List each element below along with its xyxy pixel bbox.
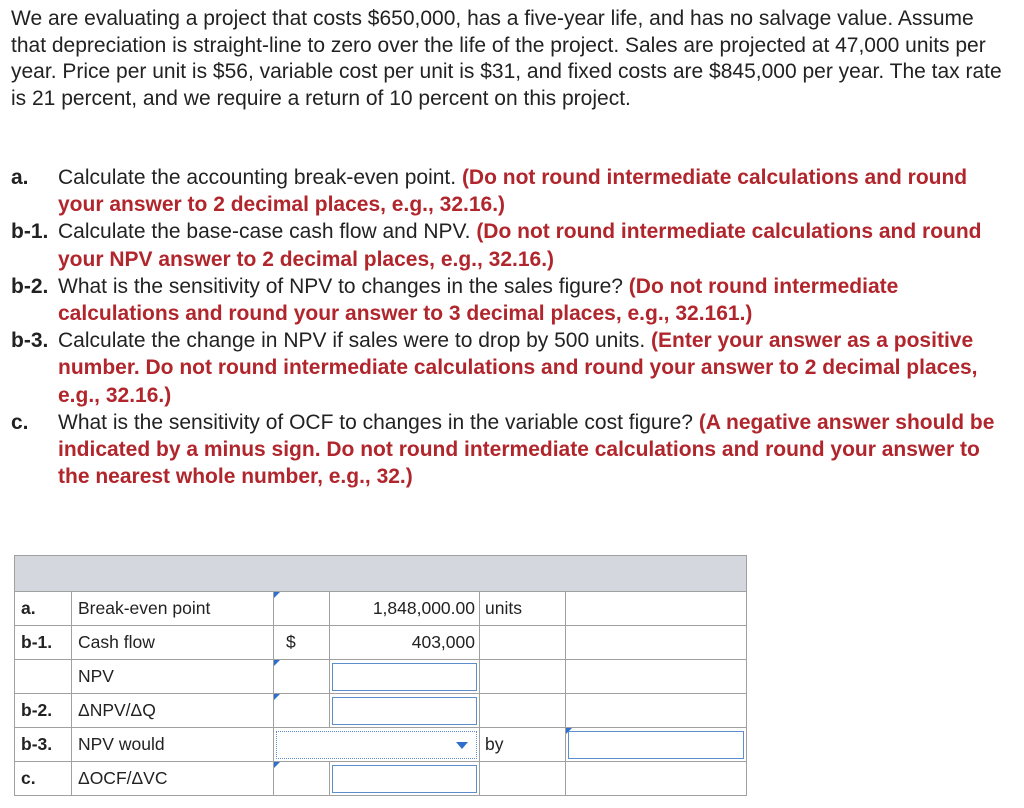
problem-text: We are evaluating a project that costs $650,000, has a five-year life, and has no salvage value. Assume that depreciation is straight-line to zero over the life of the project. Sales are projected at 47,000 units per year. Price per unit is $56, variable cost per unit is $31, and fixed costs are $845,000 per year. The tax rate is 21 percent, and we require a return of 10 percent on this project. bbox=[11, 7, 1002, 110]
break-even-value[interactable]: 1,848,000.00 bbox=[330, 592, 480, 626]
row-description: NPV bbox=[72, 660, 274, 694]
question-instruction: (A negative answer should be indicated by a minus sign. Do not round intermediate calculations and round your answer to the nearest whole number, e.g., 32.) bbox=[58, 410, 995, 489]
question-label: b-2. bbox=[11, 274, 49, 298]
edit-flag-icon bbox=[274, 660, 280, 666]
question-b2 bbox=[11, 273, 1016, 327]
answer-table bbox=[14, 555, 747, 796]
row-label: c. bbox=[15, 762, 72, 796]
question-b3 bbox=[11, 327, 1016, 409]
empty-cell bbox=[480, 762, 566, 796]
empty-cell bbox=[566, 660, 747, 694]
currency-symbol: $ bbox=[274, 626, 330, 660]
row-label bbox=[15, 660, 72, 694]
empty-cell bbox=[566, 626, 747, 660]
row-description: Break-even point bbox=[72, 592, 274, 626]
question-text: Calculate the change in NPV if sales were to drop by 500 units. bbox=[58, 329, 646, 353]
row-label: b-1. bbox=[15, 626, 72, 660]
cash-flow-value[interactable]: 403,000 bbox=[330, 626, 480, 660]
npv-sensitivity-input[interactable] bbox=[332, 697, 477, 725]
empty-cell bbox=[566, 762, 747, 796]
question-a bbox=[11, 164, 1016, 218]
question-label: a. bbox=[11, 166, 29, 189]
empty-cell bbox=[566, 694, 747, 728]
row-unit: units bbox=[480, 592, 566, 626]
table-header-cell bbox=[15, 556, 747, 592]
question-label: c. bbox=[11, 410, 29, 434]
chevron-down-icon bbox=[456, 742, 468, 749]
row-unit: by bbox=[480, 728, 566, 762]
npv-sensitivity-cell bbox=[330, 694, 480, 728]
row-label: b-3. bbox=[15, 728, 72, 762]
npv-cell bbox=[330, 660, 480, 694]
symbol-cell bbox=[274, 762, 330, 796]
table-row-npv bbox=[15, 660, 747, 694]
question-list bbox=[11, 164, 1016, 490]
row-description: Cash flow bbox=[72, 626, 274, 660]
empty-cell bbox=[480, 694, 566, 728]
row-description: ΔOCF/ΔVC bbox=[72, 762, 274, 796]
symbol-cell bbox=[274, 660, 330, 694]
npv-input[interactable] bbox=[332, 663, 477, 691]
edit-flag-icon bbox=[274, 592, 280, 598]
question-label: b-1. bbox=[11, 220, 49, 244]
question-text: What is the sensitivity of NPV to changes in the sales figure? bbox=[58, 274, 623, 298]
question-text: Calculate the accounting break-even point. bbox=[58, 166, 457, 189]
ocf-sensitivity-input[interactable] bbox=[332, 765, 477, 793]
row-label: b-2. bbox=[15, 694, 72, 728]
question-instruction: (Enter your answer as a positive number. Do not round intermediate calculations and round your answer to 2 decimal places, e.g., 32.16.) bbox=[58, 329, 978, 407]
table-header bbox=[15, 556, 747, 592]
question-label: b-3. bbox=[11, 329, 49, 353]
npv-direction-select[interactable] bbox=[276, 731, 477, 759]
empty-cell bbox=[480, 660, 566, 694]
ocf-sensitivity-cell bbox=[330, 762, 480, 796]
question-instruction: (Do not round intermediate calculations and round your answer to 2 decimal places, e.g., 32.16.) bbox=[58, 166, 968, 217]
empty-cell bbox=[566, 592, 747, 626]
table-row-cash-flow bbox=[15, 626, 747, 660]
row-description: NPV would bbox=[72, 728, 274, 762]
question-c bbox=[11, 409, 1016, 491]
table-row-ocf-sensitivity bbox=[15, 762, 747, 796]
table-row-break-even bbox=[15, 592, 747, 626]
edit-flag-icon bbox=[274, 694, 280, 700]
problem-statement bbox=[11, 6, 1011, 112]
table-row-npv-sensitivity bbox=[15, 694, 747, 728]
npv-change-input[interactable] bbox=[568, 731, 744, 759]
symbol-cell bbox=[274, 694, 330, 728]
npv-direction-cell bbox=[274, 728, 480, 762]
symbol-cell bbox=[274, 592, 330, 626]
table-row-npv-change bbox=[15, 728, 747, 762]
question-text: What is the sensitivity of OCF to changes in the variable cost figure? bbox=[58, 410, 693, 434]
question-instruction: (Do not round intermediate calculations and round your answer to 3 decimal places, e.g., 32.161.) bbox=[58, 274, 899, 326]
row-description: ΔNPV/ΔQ bbox=[72, 694, 274, 728]
npv-change-cell bbox=[566, 728, 747, 762]
question-b1 bbox=[11, 218, 1016, 272]
question-instruction: (Do not round intermediate calculations and round your NPV answer to 2 decimal places, e.g., 32.16.) bbox=[58, 220, 982, 271]
question-text: Calculate the base-case cash flow and NPV. bbox=[58, 220, 471, 244]
edit-flag-icon bbox=[274, 762, 280, 768]
empty-cell bbox=[480, 626, 566, 660]
row-label: a. bbox=[15, 592, 72, 626]
